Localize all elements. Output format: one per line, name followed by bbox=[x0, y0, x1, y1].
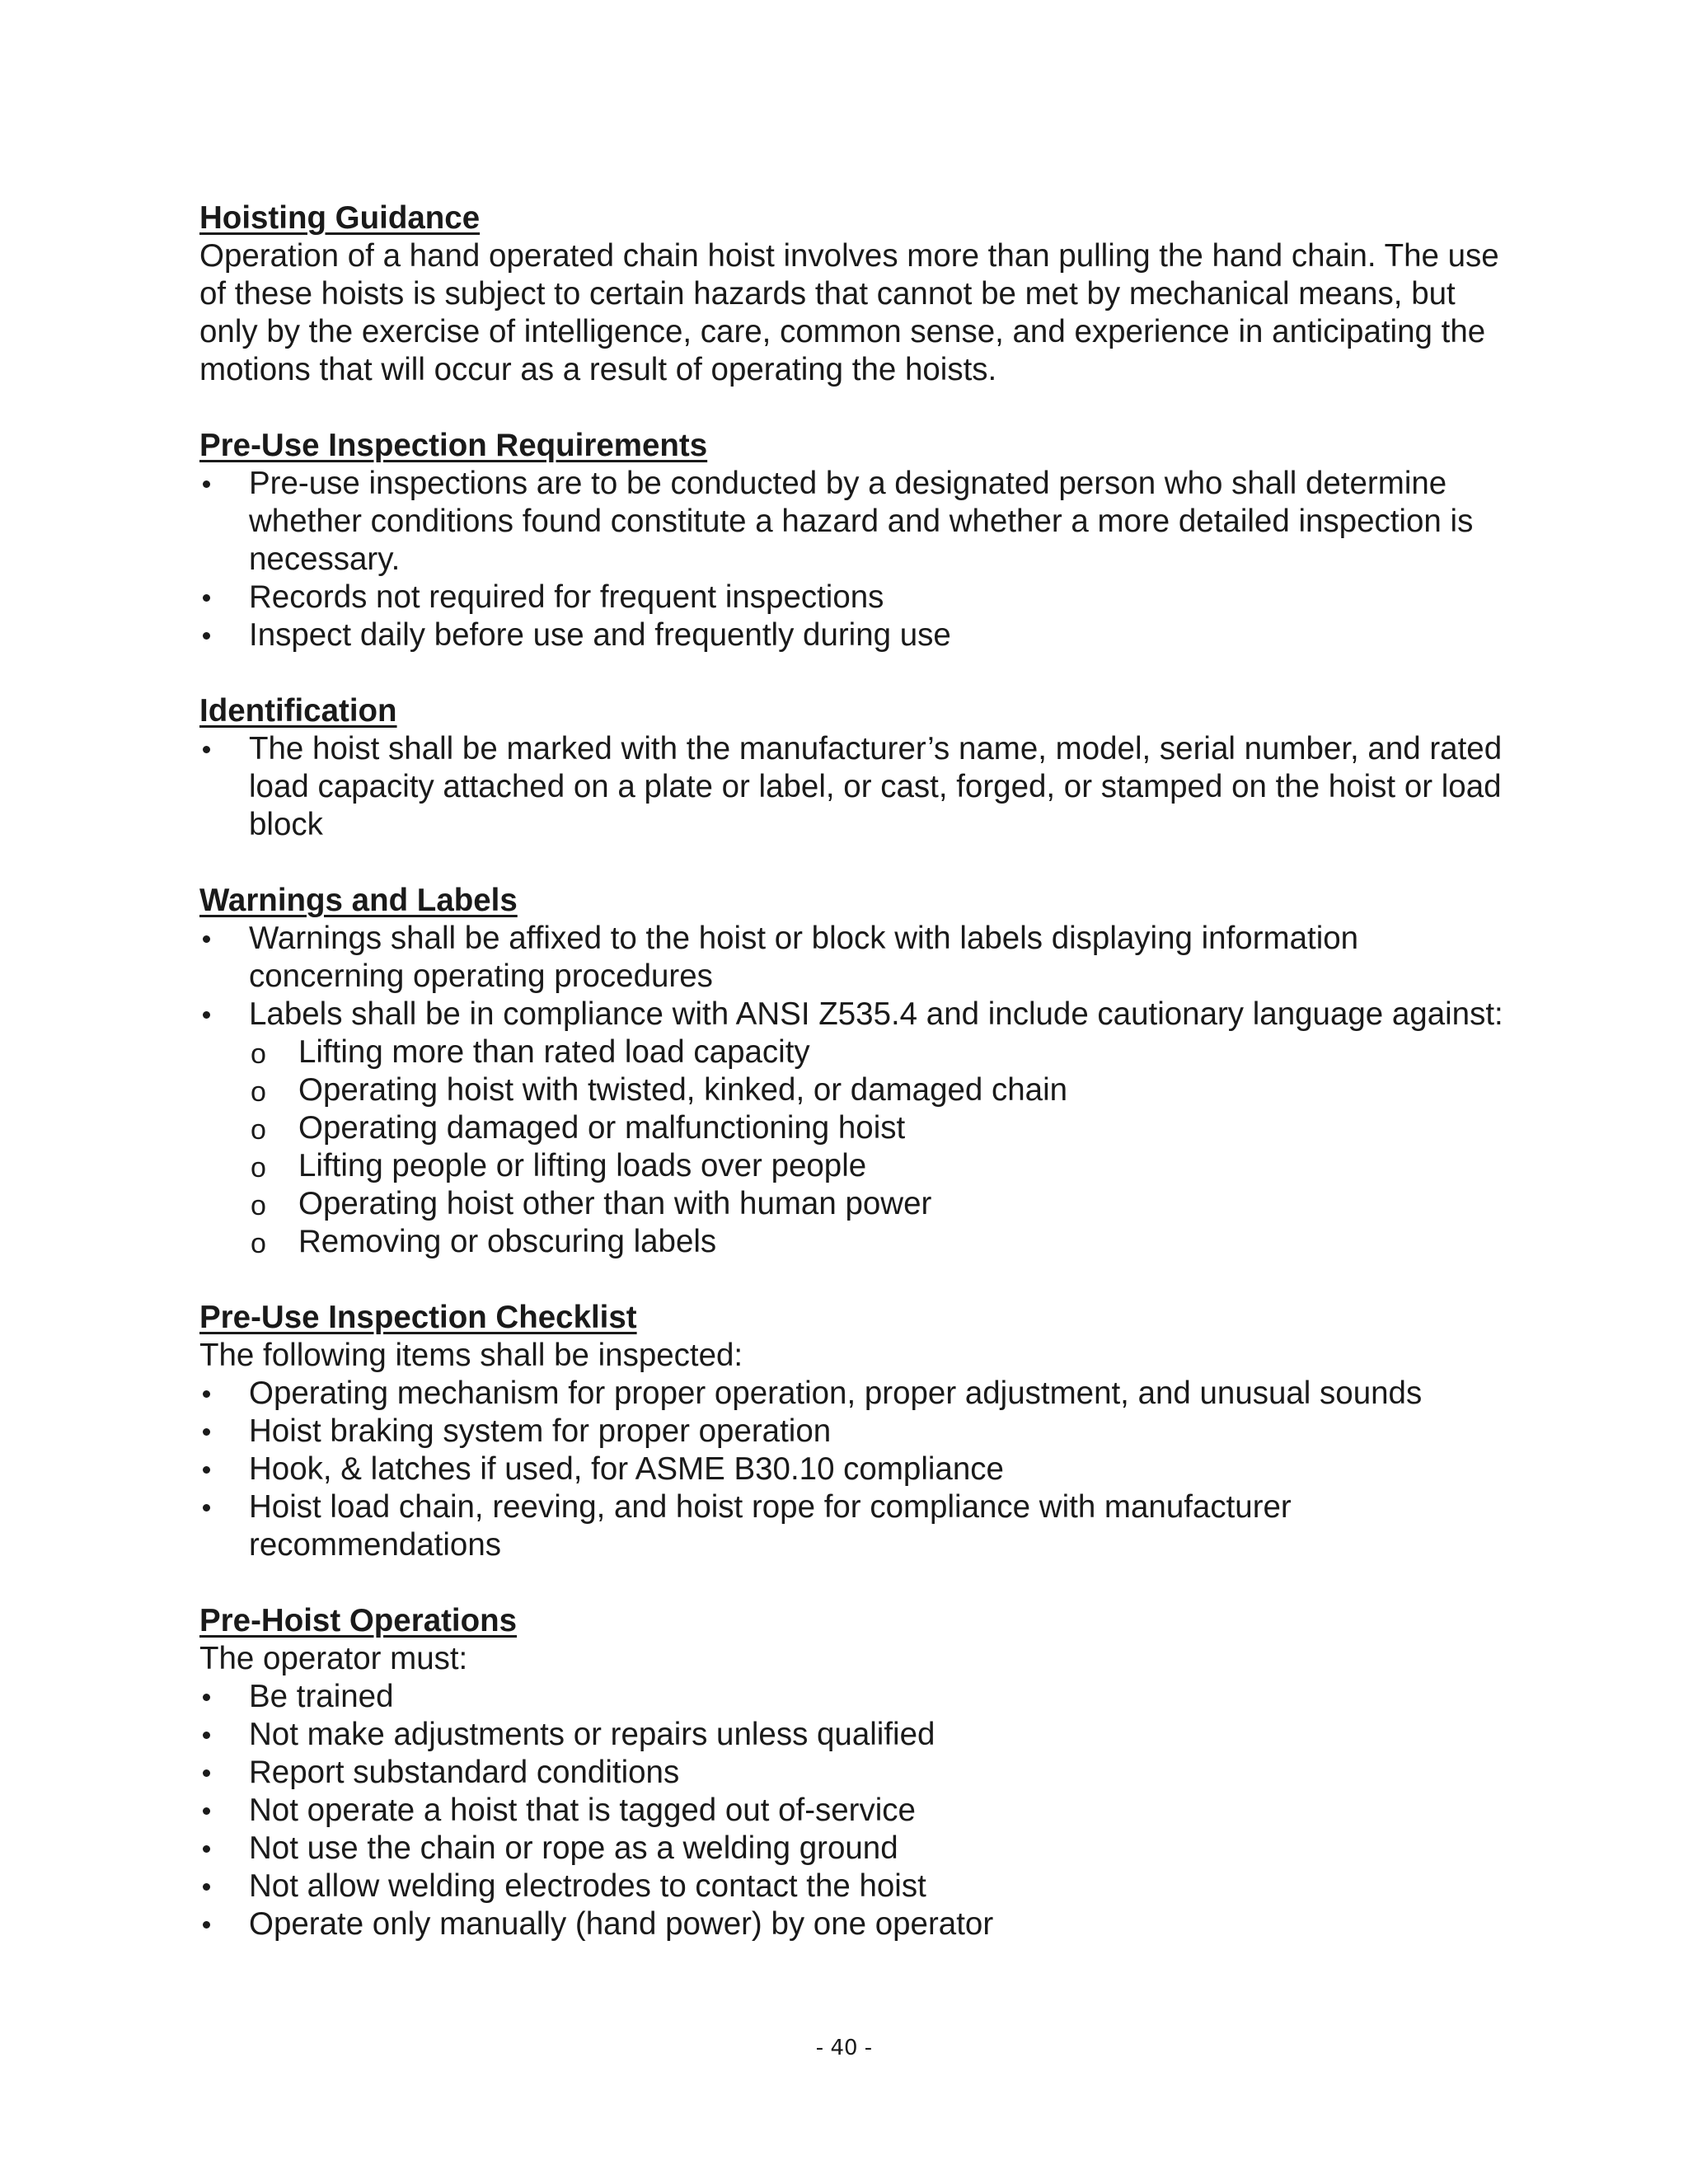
bullet-list bbox=[199, 1678, 1518, 1943]
section-paragraph: Operation of a hand operated chain hoist involves more than pulling the hand chain. The use of these hoists is subject to certain hazards that cannot be met by mechanical means, but only by the exercise of intelligence, care, common sense, and experience in anticipating the motions that will occur as a result of operating the hoists. bbox=[199, 238, 1499, 387]
list-item: Operate only manually (hand power) by one operator bbox=[249, 1906, 994, 1942]
list-item: Hook, & latches if used, for ASME B30.10 compliance bbox=[249, 1451, 1004, 1487]
section-heading: Pre-Use Inspection Checklist bbox=[199, 1300, 637, 1335]
circle-bullet-icon: o bbox=[251, 1038, 266, 1070]
bullet-list bbox=[199, 730, 1518, 844]
list-item: Report substandard conditions bbox=[249, 1755, 680, 1790]
section-intro: The following items shall be inspected: bbox=[199, 1338, 743, 1373]
list-item: Not make adjustments or repairs unless qualified bbox=[249, 1717, 935, 1752]
sub-list-item: o Lifting people or lifting loads over people bbox=[249, 1147, 1518, 1185]
list-item: Inspect daily before use and frequently during use bbox=[249, 617, 951, 653]
section-pre-use-inspection-requirements bbox=[199, 427, 1518, 654]
list-item: Labels shall be in compliance with ANSI Z535.4 and include cautionary language against: o Lifting more than rated load capacity o Operating hoist with twisted, kinked, or damaged chain o Operating damaged or malfunctioning hoist o Lifting people or lifting loads over people o Operating hoist other than with human power o Removing or obscuring labels bbox=[199, 996, 1518, 1261]
list-item: Not use the chain or rope as a welding ground bbox=[249, 1830, 898, 1866]
list-item: Records not required for frequent inspections bbox=[249, 579, 884, 615]
section-pre-use-inspection-checklist bbox=[199, 1299, 1518, 1564]
circle-bullet-icon: o bbox=[251, 1114, 266, 1146]
section-heading: Pre-Use Inspection Requirements bbox=[199, 428, 708, 463]
list-item: Hoist braking system for proper operation bbox=[249, 1413, 832, 1449]
circle-bullet-icon: o bbox=[251, 1152, 266, 1183]
page-number: - 40 - bbox=[815, 2036, 873, 2060]
section-heading: Identification bbox=[199, 693, 397, 729]
circle-bullet-icon: o bbox=[251, 1076, 266, 1108]
section-heading: Hoisting Guidance bbox=[199, 200, 481, 236]
sub-list-item: o Operating damaged or malfunctioning hoist bbox=[249, 1109, 1518, 1147]
section-warnings-and-labels bbox=[199, 882, 1518, 1261]
section-identification bbox=[199, 692, 1518, 844]
list-item: Not allow welding electrodes to contact the hoist bbox=[249, 1868, 926, 1904]
section-pre-hoist-operations bbox=[199, 1602, 1518, 1943]
list-item: Pre-use inspections are to be conducted by a designated person who shall determine whether conditions found constitute a hazard and whether a more detailed inspection is necessary. bbox=[249, 466, 1474, 577]
bullet-list bbox=[199, 1375, 1518, 1564]
circle-bullet-icon: o bbox=[251, 1190, 266, 1221]
sub-list-item: o Operating hoist with twisted, kinked, or damaged chain bbox=[249, 1071, 1518, 1109]
sub-list-item: o Lifting more than rated load capacity bbox=[249, 1033, 1518, 1071]
sub-list-item: o Operating hoist other than with human power bbox=[249, 1185, 1518, 1223]
section-heading: Warnings and Labels bbox=[199, 883, 518, 918]
list-item: The hoist shall be marked with the manufacturer’s name, model, serial number, and rated load capacity attached on a plate or label, or cast, forged, or stamped on the hoist or load block bbox=[249, 731, 1503, 842]
list-item: Hoist load chain, reeving, and hoist rope for compliance with manufacturer recommendations bbox=[249, 1489, 1292, 1563]
list-item: Be trained bbox=[249, 1679, 394, 1714]
list-item: Operating mechanism for proper operation, proper adjustment, and unusual sounds bbox=[249, 1376, 1423, 1411]
circle-bullet-icon: o bbox=[251, 1228, 266, 1259]
bullet-list bbox=[199, 465, 1518, 654]
section-intro: The operator must: bbox=[199, 1641, 468, 1676]
section-hoisting-guidance bbox=[199, 199, 1518, 389]
list-item: Not operate a hoist that is tagged out of-service bbox=[249, 1793, 916, 1828]
document-page bbox=[199, 199, 1518, 1943]
sub-bullet-list bbox=[249, 1033, 1518, 1261]
bullet-list bbox=[199, 920, 1518, 1261]
section-heading: Pre-Hoist Operations bbox=[199, 1603, 518, 1638]
sub-list-item: o Removing or obscuring labels bbox=[249, 1223, 1518, 1261]
list-item: Warnings shall be affixed to the hoist or block with labels displaying information concerning operating procedures bbox=[249, 921, 1359, 994]
